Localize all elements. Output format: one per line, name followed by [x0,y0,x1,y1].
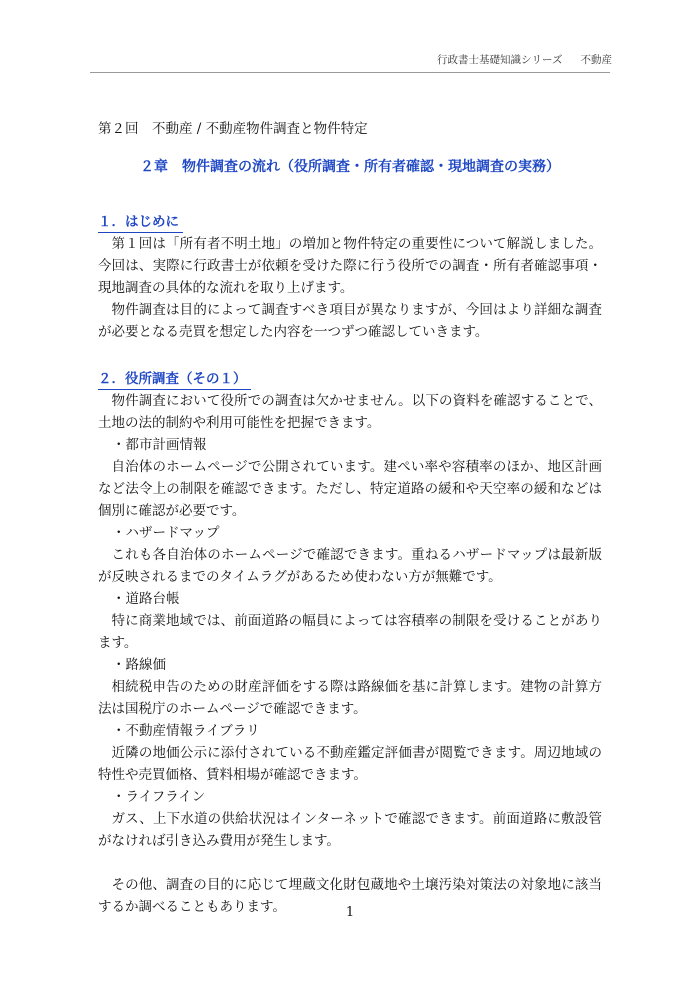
survey-item [98,786,602,852]
survey-item-title: ・道路台帳 [112,591,180,607]
session-title: 第２回 不動産 / 不動産物件調査と物件特定 [98,121,368,137]
page-number: 1 [345,905,355,920]
header-text [437,52,612,67]
office-survey-intro: 物件調査において役所での調査は欠かせません。以下の資料を確認することで、土地の法的制約や利用可能性を把握できます。 [98,393,602,431]
header-series: 行政書士基礎知識シリーズ [437,54,563,66]
survey-item [98,720,602,786]
intro-paragraph-2: 物件調査は目的によって調査すべき項目が異なりますが、今回はより詳細な調査が必要となる売買を想定した内容を一つずつ確認していきます。 [98,302,602,340]
survey-item [98,654,602,720]
survey-item-body: 特に商業地域では、前面道路の幅員によっては容積率の制限を受けることがあります。 [98,613,602,651]
survey-item-title: ・都市計画情報 [112,437,207,453]
survey-item-body: 近隣の地価公示に添付されている不動産鑑定評価書が閲覧できます。周辺地域の特性や売買価格、賃料相場が確認できます。 [98,745,602,783]
survey-item-body: 自治体のホームページで公開されています。建ぺい率や容積率のほか、地区計画など法令上の制限を確認できます。ただし、特定道路の緩和や天空率の緩和などは個別に確認が必要です。 [98,459,602,519]
survey-item [98,434,602,522]
survey-item-body: ガス、上下水道の供給状況はインターネットで確認できます。前面道路に敷設管がなければ引き込み費用が発生します。 [98,811,602,849]
survey-item-body: 相続税申告のための財産評価をする際は路線価を基に計算します。建物の計算方法は国税庁のホームページで確認できます。 [98,679,602,717]
survey-item [98,588,602,654]
section-heading-office-survey: ２．役所調査（その１） [98,369,251,390]
survey-item-title: ・不動産情報ライブラリ [112,723,260,739]
chapter-title: ２章 物件調査の流れ（役所調査・所有者確認・現地調査の実務） [140,159,560,175]
survey-item [98,522,602,588]
page-content [98,118,602,918]
intro-paragraph-1: 第１回は「所有者不明土地」の増加と物件特定の重要性について解説しました。今回は、実際に行政書士が依頼を受けた際に行う役所での調査・所有者確認事項・現地調査の具体的な流れを取り上げます。 [98,236,602,296]
section-heading-introduction: １．はじめに [98,212,183,233]
survey-item-title: ・路線価 [112,657,166,673]
header-category: 不動産 [580,54,612,66]
survey-item-title: ・ライフライン [112,789,206,805]
header-divider [90,72,610,73]
survey-item-title: ・ハザードマップ [112,525,220,541]
closing-paragraph: その他、調査の目的に応じて埋蔵文化財包蔵地や土壌汚染対策法の対象地に該当するか調べることもあります。 [98,877,602,915]
survey-item-body: これも各自治体のホームページで確認できます。重ねるハザードマップは最新版が反映されるまでのタイムラグがあるため使わない方が無難です。 [98,547,602,585]
